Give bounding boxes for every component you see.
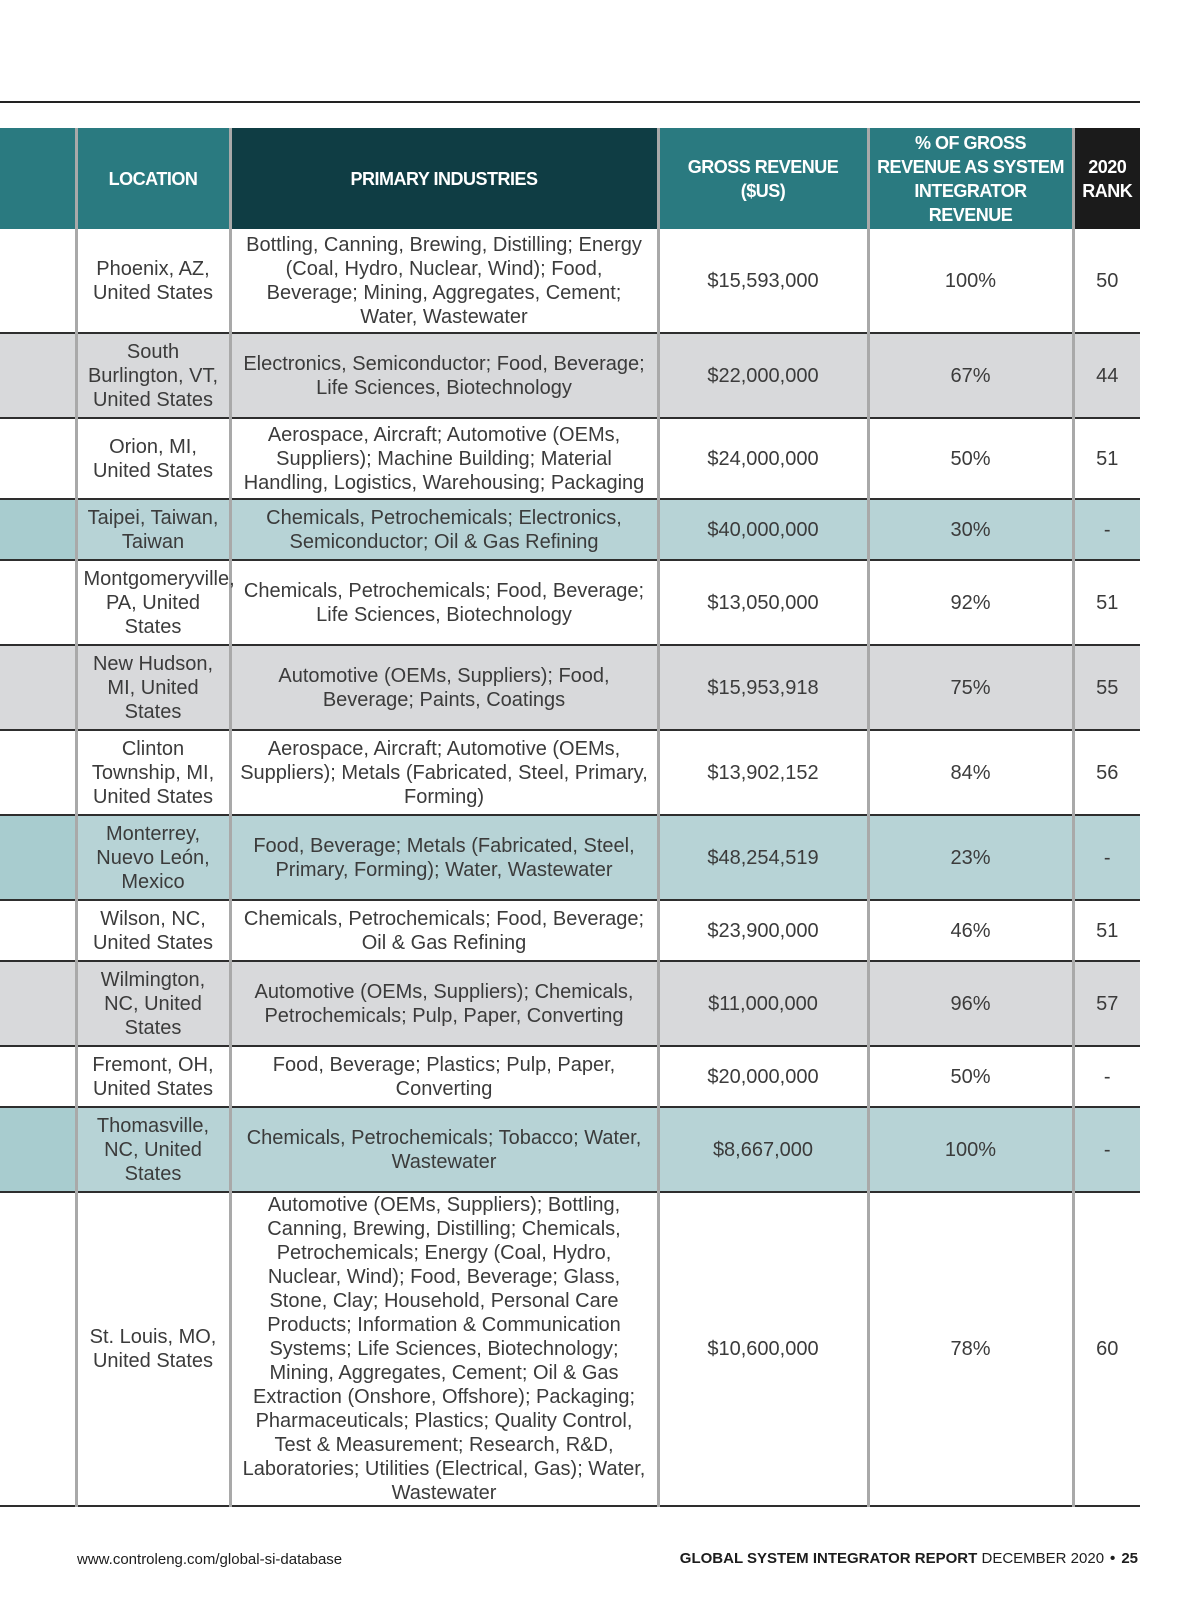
location-cell: Montgomeryville, PA, United States [76,560,230,645]
pct-cell: 96% [868,961,1073,1046]
pct-cell: 75% [868,645,1073,730]
pct-cell: 100% [868,1107,1073,1192]
footer-url[interactable]: www.controleng.com/global-si-database [77,1551,343,1568]
rank-cell: 56 [1073,730,1140,815]
location-cell: Taipei, Taiwan, Taiwan [76,499,230,560]
company-cell [0,333,76,418]
revenue-cell: $10,600,000 [658,1192,868,1506]
rank-cell: 51 [1073,560,1140,645]
pct-cell: 30% [868,499,1073,560]
revenue-cell: $15,593,000 [658,229,868,333]
revenue-cell: $13,902,152 [658,730,868,815]
industries-cell: Aerospace, Aircraft; Automotive (OEMs, Suppliers); Machine Building; Material Handling, Logistics, Warehousing; Packaging [230,418,658,499]
company-cell [0,1192,76,1506]
table-row [0,1046,1140,1107]
location-cell: Wilson, NC, United States [76,900,230,961]
revenue-cell: $15,953,918 [658,645,868,730]
footer-publication [680,1550,1138,1567]
location-cell: South Burlington, VT, United States [76,333,230,418]
industries-cell: Bottling, Canning, Brewing, Distilling; Energy (Coal, Hydro, Nuclear, Wind); Food, Beverage; Mining, Aggregates, Cement; Water, Wastewater [230,229,658,333]
rank-cell: 51 [1073,418,1140,499]
pct-cell: 67% [868,333,1073,418]
pct-cell: 50% [868,1046,1073,1107]
header-company-cell [0,128,76,229]
industries-cell: Food, Beverage; Plastics; Pulp, Paper, Converting [230,1046,658,1107]
table-row [0,961,1140,1046]
company-cell [0,1046,76,1107]
table-row [0,730,1140,815]
revenue-cell: $40,000,000 [658,499,868,560]
company-cell [0,499,76,560]
company-cell [0,1107,76,1192]
rank-cell: - [1073,815,1140,900]
table-row [0,333,1140,418]
industries-cell: Chemicals, Petrochemicals; Tobacco; Water, Wastewater [230,1107,658,1192]
location-cell: St. Louis, MO, United States [76,1192,230,1506]
company-cell [0,645,76,730]
revenue-cell: $48,254,519 [658,815,868,900]
table-row [0,499,1140,560]
table-row [0,418,1140,499]
revenue-cell: $23,900,000 [658,900,868,961]
header-gross-revenue: GROSS REVENUE ($US) [658,128,868,229]
company-cell [0,229,76,333]
rank-cell: 57 [1073,961,1140,1046]
footer-separator: • [1110,1550,1116,1567]
location-cell: Phoenix, AZ, United States [76,229,230,333]
location-cell: Fremont, OH, United States [76,1046,230,1107]
table-row [0,900,1140,961]
revenue-cell: $8,667,000 [658,1107,868,1192]
pct-cell: 92% [868,560,1073,645]
industries-cell: Electronics, Semiconductor; Food, Beverage; Life Sciences, Biotechnology [230,333,658,418]
table-row [0,1107,1140,1192]
industries-cell: Automotive (OEMs, Suppliers); Bottling, Canning, Brewing, Distilling; Chemicals, Petrochemicals; Energy (Coal, Hydro, Nuclear, Wind); Food, Beverage; Glass, Stone, Clay; Household, Personal Care Products; Information & Communication Systems; Life Sciences, Biotechnology; Mining, Aggregates, Cement; Oil & Gas Extraction (Onshore, Offshore); Packaging; Pharmaceuticals; Plastics; Quality Control, Test & Measurement; Research, R&D, Laboratories; Utilities (Electrical, Gas); Water, Wastewater [230,1192,658,1506]
revenue-cell: $24,000,000 [658,418,868,499]
rank-cell: - [1073,1107,1140,1192]
location-cell: Thomasville, NC, United States [76,1107,230,1192]
table-row [0,645,1140,730]
pct-cell: 84% [868,730,1073,815]
table-row [0,229,1140,333]
rank-cell: 50 [1073,229,1140,333]
rank-cell: 44 [1073,333,1140,418]
rank-cell: 60 [1073,1192,1140,1506]
rank-cell: 51 [1073,900,1140,961]
company-cell [0,961,76,1046]
location-cell: New Hudson, MI, United States [76,645,230,730]
location-cell: Monterrey, Nuevo León, Mexico [76,815,230,900]
industries-cell: Chemicals, Petrochemicals; Food, Beverage; Oil & Gas Refining [230,900,658,961]
industries-cell: Chemicals, Petrochemicals; Electronics, Semiconductor; Oil & Gas Refining [230,499,658,560]
pct-cell: 100% [868,229,1073,333]
header-2020-rank: 2020 RANK [1073,128,1140,229]
revenue-cell: $22,000,000 [658,333,868,418]
company-cell [0,418,76,499]
header-location: LOCATION [76,128,230,229]
footer-report-title: GLOBAL SYSTEM INTEGRATOR REPORT [679,1550,978,1567]
table-row [0,815,1140,900]
header-primary-industries: PRIMARY INDUSTRIES [230,128,658,229]
company-cell [0,900,76,961]
rank-cell: - [1073,1046,1140,1107]
industries-cell: Automotive (OEMs, Suppliers); Food, Beverage; Paints, Coatings [230,645,658,730]
pct-cell: 46% [868,900,1073,961]
industries-cell: Food, Beverage; Metals (Fabricated, Steel, Primary, Forming); Water, Wastewater [230,815,658,900]
location-cell: Orion, MI, United States [76,418,230,499]
footer-page-number: 25 [1121,1550,1138,1567]
table-header-row [0,128,1140,229]
company-cell [0,815,76,900]
revenue-cell: $11,000,000 [658,961,868,1046]
revenue-cell: $20,000,000 [658,1046,868,1107]
pct-cell: 23% [868,815,1073,900]
system-integrator-table [0,128,1140,1507]
table-row [0,1192,1140,1506]
pct-cell: 50% [868,418,1073,499]
company-cell [0,730,76,815]
header-pct-gross-revenue: % OF GROSS REVENUE AS SYSTEM INTEGRATOR REVENUE [868,128,1073,229]
industries-cell: Automotive (OEMs, Suppliers); Chemicals, Petrochemicals; Pulp, Paper, Converting [230,961,658,1046]
industries-cell: Chemicals, Petrochemicals; Food, Beverage; Life Sciences, Biotechnology [230,560,658,645]
location-cell: Clinton Township, MI, United States [76,730,230,815]
table-row [0,560,1140,645]
pct-cell: 78% [868,1192,1073,1506]
revenue-cell: $13,050,000 [658,560,868,645]
company-cell [0,560,76,645]
top-rule [0,101,1140,103]
footer-date: DECEMBER 2020 [981,1550,1105,1567]
rank-cell: 55 [1073,645,1140,730]
industries-cell: Aerospace, Aircraft; Automotive (OEMs, Suppliers); Metals (Fabricated, Steel, Primary, Forming) [230,730,658,815]
rank-cell: - [1073,499,1140,560]
location-cell: Wilmington, NC, United States [76,961,230,1046]
